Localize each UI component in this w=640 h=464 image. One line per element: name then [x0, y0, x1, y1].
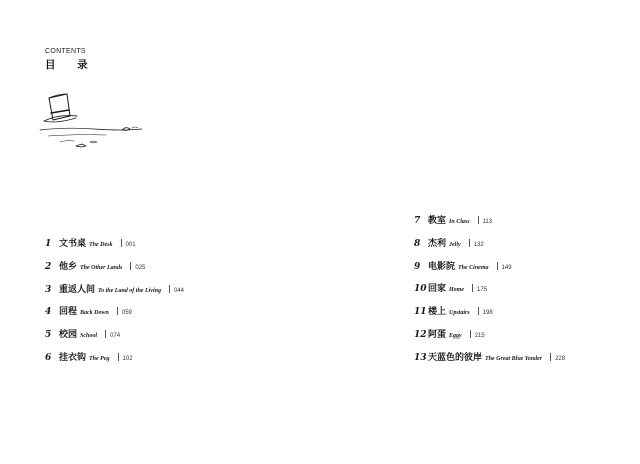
toc-entry[interactable]: [414, 350, 565, 373]
chapter-number: 13: [414, 352, 427, 363]
chapter-title-en: Upstairs: [449, 310, 470, 317]
chapter-number: 11: [414, 307, 427, 318]
toc-entry[interactable]: [45, 236, 184, 259]
chapter-number: 2: [45, 261, 52, 272]
chapter-number: 8: [414, 238, 421, 249]
chapter-number: 3: [45, 284, 52, 295]
chapter-title-en: The Peg: [89, 355, 110, 362]
toc-entry[interactable]: [414, 236, 565, 259]
chapter-number: 10: [414, 284, 427, 295]
chapter-title-zh: 重返人间: [59, 284, 96, 295]
chapter-title-en: Home: [449, 287, 465, 294]
chapter-number: 12: [414, 329, 427, 340]
chapter-title-zh: 回程: [59, 307, 78, 318]
chapter-number: 7: [414, 216, 421, 226]
separator: [470, 330, 471, 338]
page-number: 001: [125, 242, 136, 248]
page-number: 059: [121, 310, 132, 317]
toc-entry[interactable]: [414, 213, 565, 236]
separator: [117, 307, 118, 315]
separator: [497, 262, 498, 270]
toc-header: [45, 48, 97, 72]
separator: [118, 353, 119, 361]
chapter-title-en: Jelly: [449, 241, 461, 248]
chapter-number: 9: [414, 261, 421, 272]
page-number: 198: [482, 310, 493, 317]
separator: [478, 216, 479, 224]
toc-entry[interactable]: [414, 304, 565, 327]
separator: [169, 285, 170, 293]
page-number: 132: [473, 241, 484, 248]
separator: [469, 239, 470, 247]
chapter-title-zh: 校园: [59, 330, 78, 341]
chapter-title-zh: 教室: [428, 216, 447, 226]
page-number: 044: [173, 287, 184, 294]
chapter-title-zh: 挂衣钩: [59, 352, 87, 363]
page-number: 175: [477, 287, 488, 294]
top-hat-drifting-on-water-sketch-icon: [36, 86, 156, 156]
contents-label: CONTENTS: [45, 48, 86, 55]
toc-entry[interactable]: [45, 327, 184, 350]
toc-column-left: [45, 236, 184, 373]
chapter-title-en: In Class: [449, 219, 470, 225]
chapter-title-zh: 回家: [428, 284, 447, 295]
chapter-title-en: School: [80, 333, 98, 340]
toc-entry[interactable]: [45, 259, 184, 282]
page-number: 149: [501, 264, 512, 271]
page-number: 025: [135, 264, 146, 271]
separator: [478, 307, 479, 315]
toc-entry[interactable]: [45, 304, 184, 327]
chapter-title-zh: 电影院: [428, 261, 456, 272]
chapter-title-zh: 文书桌: [59, 239, 87, 249]
separator: [105, 330, 106, 338]
toc-entry[interactable]: [45, 350, 184, 373]
chapter-title-en: Back Down: [80, 310, 109, 317]
toc-entry[interactable]: [414, 281, 565, 304]
page-number: 074: [110, 333, 121, 340]
separator: [472, 284, 473, 292]
chapter-number: 4: [45, 307, 52, 318]
toc-title: 目 录: [45, 59, 97, 71]
chapter-title-zh: 阿蛋: [428, 329, 447, 340]
page-number: 228: [555, 355, 566, 362]
page-number: 113: [482, 219, 493, 225]
chapter-number: 1: [45, 239, 52, 249]
chapter-title-zh: 杰利: [428, 238, 447, 249]
toc-entry[interactable]: [414, 327, 565, 350]
page-number: 102: [122, 355, 133, 362]
chapter-title-en: The Great Blue Yonder: [485, 355, 543, 362]
separator: [130, 262, 131, 270]
chapter-title-en: To the Land of the Living: [98, 287, 161, 294]
chapter-title-zh: 天蓝色的彼岸: [428, 352, 483, 363]
toc-entry[interactable]: [414, 259, 565, 282]
chapter-number: 5: [45, 330, 52, 341]
chapter-title-en: The Cinema: [458, 264, 489, 271]
chapter-number: 6: [45, 352, 52, 363]
toc-entry[interactable]: [45, 282, 184, 305]
chapter-title-en: Eggy: [449, 332, 462, 339]
separator: [550, 353, 551, 361]
page-number: 215: [474, 332, 485, 339]
separator: [121, 239, 122, 247]
chapter-title-zh: 楼上: [428, 307, 447, 318]
chapter-title-zh: 他乡: [59, 261, 78, 272]
chapter-title-en: The Other Lands: [80, 264, 123, 271]
chapter-title-en: The Desk: [89, 242, 113, 248]
toc-column-right: [414, 213, 565, 373]
